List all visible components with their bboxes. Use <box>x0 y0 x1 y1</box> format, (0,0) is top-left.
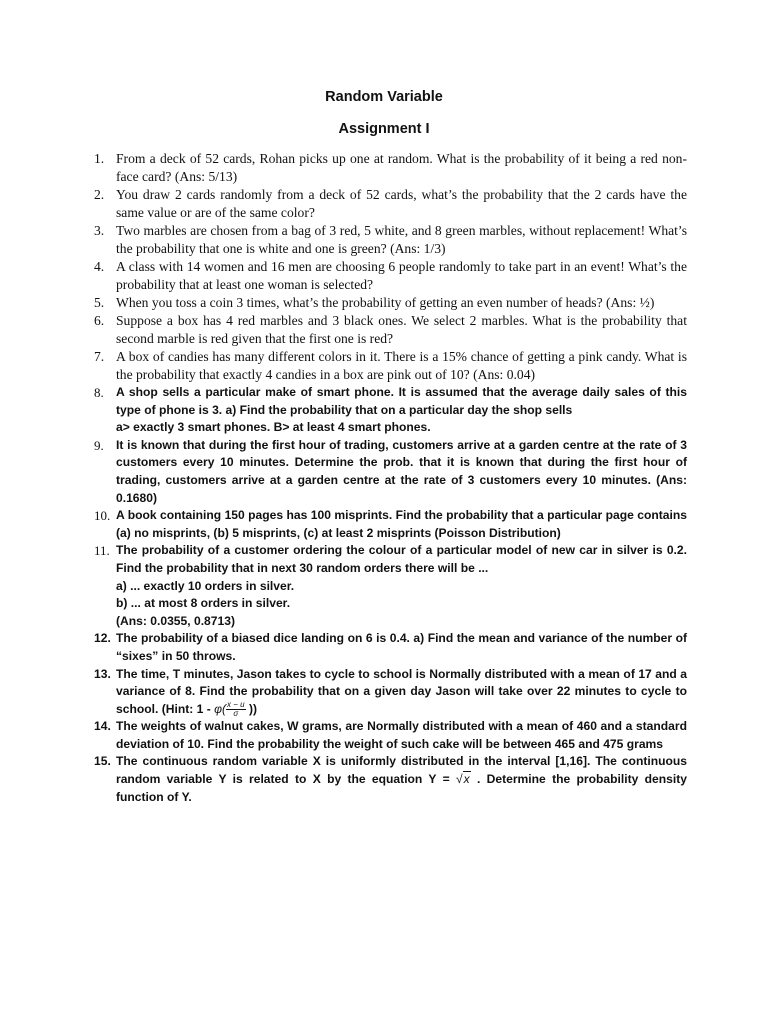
question-text-part: . Determine the probability density function of Y. <box>116 772 687 804</box>
question-item <box>0 222 768 258</box>
question-number: 11. <box>94 543 110 559</box>
question-number: 10. <box>94 508 111 524</box>
question-text <box>116 666 687 719</box>
sqrt-symbol: √ <box>455 772 463 787</box>
question-item <box>0 666 768 719</box>
question-number: 9. <box>94 437 104 453</box>
question-text <box>116 542 687 630</box>
question-text: The probability of a biased dice landing on 6 is 0.4. a) Find the mean and variance of the number of “sixes” in 50 throws. <box>116 631 687 663</box>
question-text: When you toss a coin 3 times, what’s the probability of getting an even number of heads? (Ans: ½) <box>116 295 655 310</box>
question-item <box>0 542 768 630</box>
question-text: Suppose a box has 4 red marbles and 3 black ones. We select 2 marbles. What is the probability that second marble is red given that the first one is red? <box>116 313 687 346</box>
fraction <box>226 701 246 718</box>
question-item <box>0 384 768 437</box>
question-item <box>0 312 768 348</box>
phi-symbol: φ( <box>214 701 227 716</box>
question-number: 12. <box>94 631 111 646</box>
question-item <box>0 348 768 384</box>
question-number: 4. <box>94 259 105 274</box>
question-line: b) ... at most 8 orders in silver. <box>116 596 291 611</box>
question-text <box>116 384 687 437</box>
question-line: (Ans: 0.0355, 0.8713) <box>116 613 235 628</box>
question-item <box>0 294 768 312</box>
question-text-part: The continuous random variable X is uniformly distributed in the interval [1,16]. The continuous random variable Y is related to X by the equation Y = <box>116 754 687 787</box>
question-text: You draw 2 cards randomly from a deck of 52 cards, what’s the probability that the 2 cards have the same value or are of the same color? <box>116 187 687 220</box>
question-item <box>0 186 768 222</box>
question-number: 8. <box>94 385 104 400</box>
question-item <box>0 258 768 294</box>
question-number: 7. <box>94 349 105 364</box>
question-line: a> exactly 3 smart phones. B> at least 4 smart phones. <box>116 420 431 435</box>
question-text: From a deck of 52 cards, Rohan picks up one at random. What is the probability of it being a red non-face card? (Ans: 5/13) <box>116 151 687 184</box>
question-line: a) ... exactly 10 orders in silver. <box>116 578 295 593</box>
page-subtitle: Assignment I <box>338 121 430 137</box>
question-line: A shop sells a particular make of smart phone. It is assumed that the average daily sales of this type of phone is 3. a) Find the probability that on a particular day the shop sells <box>116 385 687 417</box>
question-line: The probability of a customer ordering the colour of a particular model of new car in silver is 0.2. Find the probability that in next 30 random orders there will be ... <box>116 543 687 575</box>
question-number: 14. <box>94 719 111 734</box>
question-item <box>0 437 768 507</box>
question-text <box>116 753 687 806</box>
question-text: A class with 14 women and 16 men are choosing 6 people randomly to take part in an event! What’s the probability that at least one woman is selected? <box>116 259 687 292</box>
question-text: The weights of walnut cakes, W grams, are Normally distributed with a mean of 460 and a standard deviation of 10. Find the probability the weight of such cake will be between 465 and 475 grams <box>116 719 687 751</box>
question-item <box>0 718 768 753</box>
question-number: 6. <box>94 313 105 328</box>
question-text: Two marbles are chosen from a bag of 3 red, 5 white, and 8 green marbles, without replacement! What’s the probability that one is white and one is green? (Ans: 1/3) <box>116 223 687 256</box>
question-number: 5. <box>94 295 105 310</box>
question-number: 2. <box>94 187 105 202</box>
question-item <box>0 507 768 542</box>
question-item <box>0 753 768 806</box>
question-number: 3. <box>94 223 105 238</box>
question-list <box>0 150 768 806</box>
closing-parens: )) <box>248 701 258 716</box>
question-text: A book containing 150 pages has 100 misprints. Find the probability that a particular page contains (a) no misprints, (b) 5 misprints, (c) at least 2 misprints (Poisson Distribution) <box>116 508 687 540</box>
square-root <box>456 771 471 786</box>
question-text-part: The time, T minutes, Jason takes to cycle to school is Normally distributed with a mean of 17 and a variance of 8. Find the probability that on a given day Jason will take over 22 minutes to cycle to school. (Hint: 1 - <box>116 666 687 716</box>
fraction-numerator: x − u <box>227 699 245 709</box>
question-number: 15. <box>94 754 111 769</box>
question-text: It is known that during the first hour of trading, customers arrive at a garden centre at the rate of 3 customers every 10 minutes. Determine the prob. that it is known that during the first hour of trading, customers arrive at a garden centre at the rate of 3 customers every 10 minutes. (Ans: 0.1680) <box>116 437 687 505</box>
fraction-denominator: σ <box>233 708 239 718</box>
question-number: 13. <box>94 666 111 681</box>
sqrt-argument: x <box>463 772 470 787</box>
question-number: 1. <box>94 151 105 166</box>
question-item <box>0 150 768 186</box>
question-item <box>0 630 768 665</box>
question-text: A box of candies has many different colors in it. There is a 15% chance of getting a pink candy. What is the probability that exactly 4 candies in a box are pink out of 10? (Ans: 0.04) <box>116 349 687 382</box>
page-title: Random Variable <box>325 89 443 105</box>
